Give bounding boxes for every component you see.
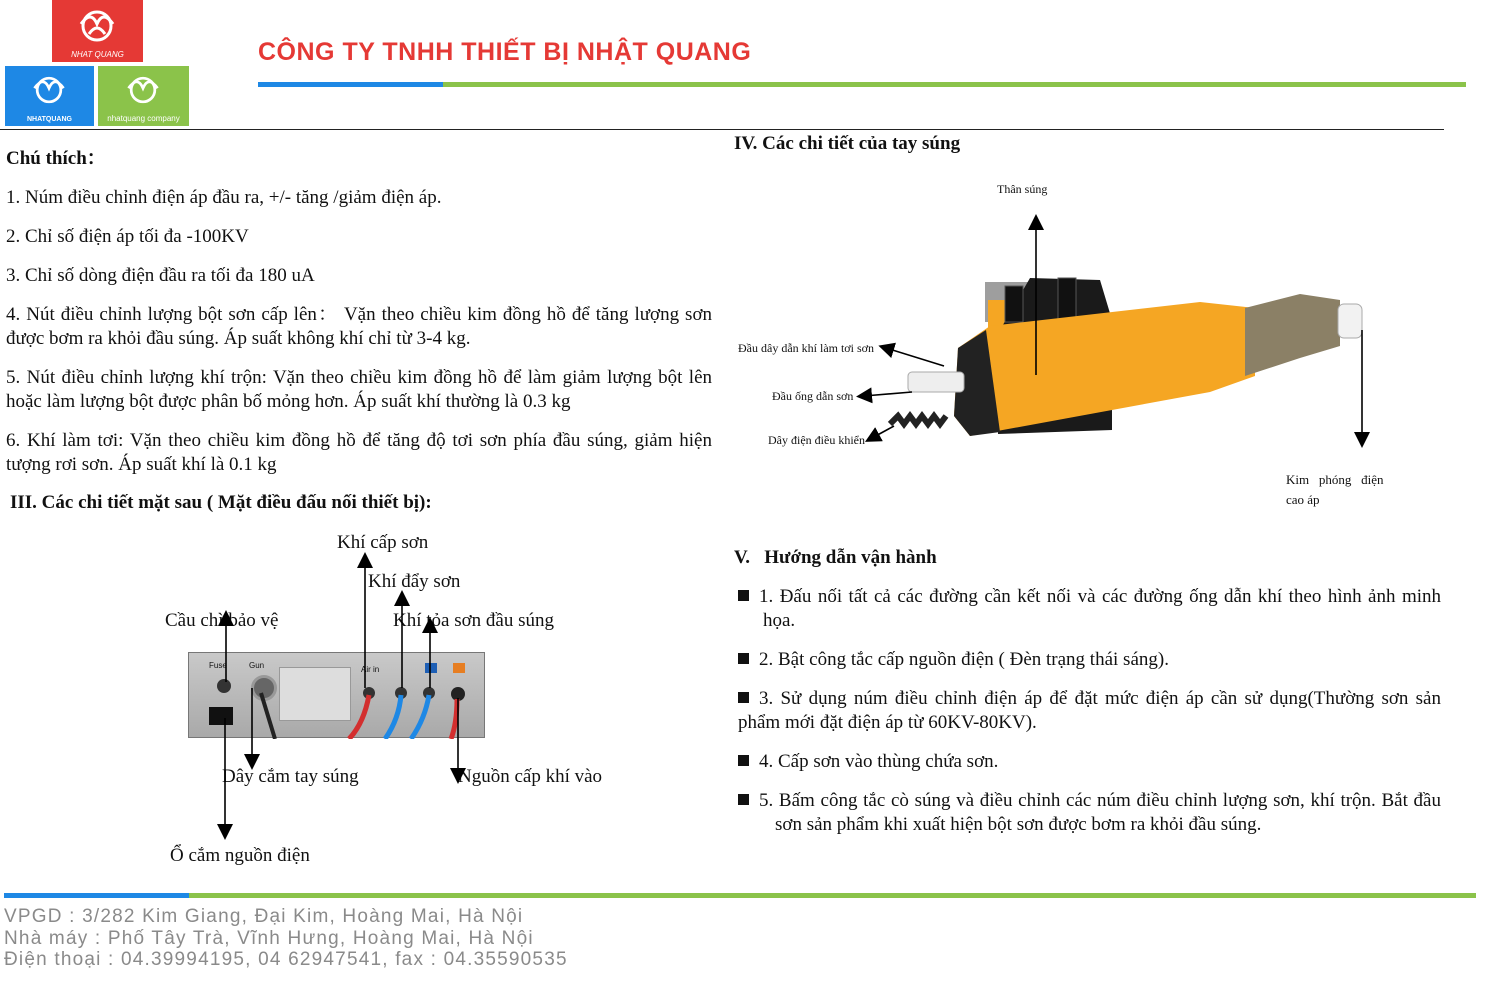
note-3: 3. Chỉ số dòng điện đầu ra tối đa 180 uA: [6, 265, 315, 286]
company-name: CÔNG TY TNHH THIẾT BỊ NHẬT QUANG: [258, 38, 752, 66]
label-cau-chi: Cầu chì bảo vệ: [165, 610, 279, 631]
footer-line-blue: [4, 893, 189, 898]
note-4: 4. Nút điều chỉnh lượng bột sơn cấp lên： Vặn theo chiều kim đồng hồ để tăng lượng sơn được bơm ra khỏi đầu súng. Áp suất không khí chỉ từ 3-4 kg.: [6, 304, 712, 349]
panel-gun-label: Gun: [249, 661, 265, 670]
logo-main-text: NHAT QUANG: [71, 50, 124, 59]
note-6: 6. Khí làm tơi: Vặn theo chiều kim đồng hồ để tăng độ tơi sơn phía đầu súng, giảm hiện tượng rơi sơn. Áp suất khí là 0.1 kg: [6, 430, 712, 475]
section3-title: III. Các chi tiết mặt sau ( Mặt điều đấu nối thiết bị):: [10, 492, 432, 513]
step-2-text: 2. Bật công tắc cấp nguồn điện ( Đèn trạng thái sáng).: [759, 649, 1169, 670]
note-5: 5. Nút điều chỉnh lượng khí trộn: Vặn theo chiều kim đồng hồ để làm giảm lượng bột lên hoặc làm lượng bột được phân bố mỏng hơn. Áp suất khí thường là 0.3 kg: [6, 367, 712, 412]
note-1: 1. Núm điều chỉnh điện áp đầu ra, +/- tăng /giảm điện áp.: [6, 187, 442, 208]
notes-title: Chú thích：: [6, 148, 106, 169]
label-khi-cap-son: Khí cấp sơn: [337, 532, 429, 553]
bullet-square-icon: [738, 692, 749, 703]
bullet-square-icon: [738, 794, 749, 805]
gun-white-tip: [1338, 304, 1362, 338]
arrow-dau-day: [886, 348, 944, 366]
section4-title: IV. Các chi tiết của tay súng: [734, 133, 961, 154]
gun-knob-2: [1058, 278, 1076, 320]
panel-fuse-label: Fuse: [209, 661, 227, 670]
step-5-text: 5. Bấm công tắc cò súng và điều chỉnh các núm điều chỉnh lượng sơn, khí trộn. Bắt đầu sơn sản phẩm khi xuất hiện bột sơn được bơm ra khỏi đầu súng.: [759, 790, 1441, 835]
label-khi-day-son: Khí đẩy sơn: [368, 571, 461, 592]
logo-left-text: NHATQUANG: [27, 116, 72, 123]
step-1: [738, 585, 1441, 633]
label-khi-toa-son: Khí tỏa sơn đầu súng: [393, 610, 554, 631]
footer-address: VPGD : 3/282 Kim Giang, Đại Kim, Hoàng Mai, Hà Nội: [4, 906, 524, 927]
logo-right-text: nhatquang company: [107, 114, 180, 123]
bullet-square-icon: [738, 590, 749, 601]
footer-phone: Điện thoại : 04.39994195, 04 62947541, fax : 04.35590535: [4, 949, 568, 970]
step-4: [738, 750, 1441, 774]
arrow-day-dieu-khien: [872, 426, 894, 438]
section5-title: V. Hướng dẫn vận hành: [734, 547, 937, 568]
gun-grey-nozzle: [1245, 294, 1340, 376]
step-2: [738, 648, 1441, 672]
arrow-dau-ong: [864, 392, 912, 396]
label-o-cam: Ổ cắm nguồn điện: [170, 845, 310, 866]
panel-arrows: [0, 0, 700, 900]
step-3-text: 3. Sử dụng núm điều chỉnh điện áp để đặt mức điện áp cần sử dụng(Thường sơn sản phẩm mới đặt điện áp từ 60KV-80KV).: [738, 688, 1441, 733]
bullet-square-icon: [738, 755, 749, 766]
step-4-text: 4. Cấp sơn vào thùng chứa sơn.: [759, 751, 999, 772]
label-kim-line1: Kim phóng điện: [1286, 472, 1384, 487]
label-dau-ong: Đầu ống dẫn sơn: [772, 389, 854, 403]
gun-white-connector: [908, 372, 964, 392]
gun-knob-1: [1005, 286, 1023, 322]
step-5: [738, 789, 1441, 837]
bullet-square-icon: [738, 653, 749, 664]
footer-line-green: [189, 893, 1476, 898]
label-dau-day: Đầu dây dẫn khí làm tơi sơn: [738, 341, 875, 355]
label-kim-line2: cao áp: [1286, 492, 1320, 507]
label-day-dieu-khien: Dây điện điều khiển: [768, 433, 865, 447]
gun-spring-cable: [890, 416, 946, 424]
footer-factory: Nhà máy : Phố Tây Trà, Vĩnh Hưng, Hoàng Mai, Hà Nội: [4, 928, 534, 949]
label-day-cam: Dây cắm tay súng: [222, 766, 359, 787]
note-2: 2. Chỉ số điện áp tối đa -100KV: [6, 226, 249, 247]
step-3: [734, 687, 1441, 735]
label-nguon-khi: Nguồn cấp khí vào: [458, 766, 603, 787]
step-1-text: 1. Đấu nối tất cả các đường cần kết nối và các đường ống dẫn khí theo hình ảnh minh họa.: [759, 586, 1441, 631]
panel-airin-label: Air in: [361, 665, 380, 674]
label-than-sung: Thân súng: [997, 182, 1048, 196]
